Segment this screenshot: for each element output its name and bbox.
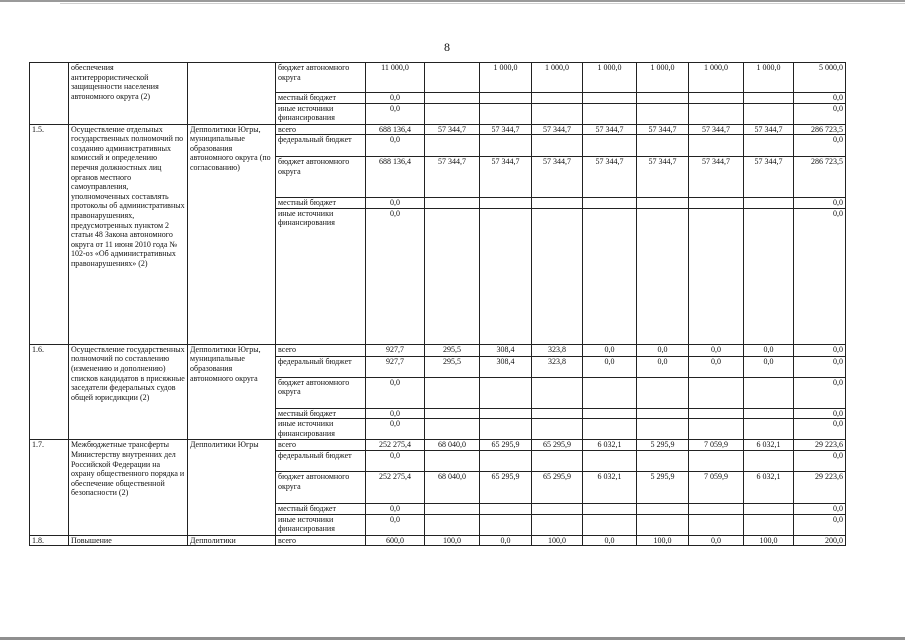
amount-cell <box>689 419 744 440</box>
amount-cell: 7 059,9 <box>689 471 744 503</box>
amount-cell <box>480 377 532 408</box>
amount-total-cell: 0,0 <box>794 514 846 535</box>
amount-cell: 0,0 <box>366 408 425 419</box>
amount-cell: 100,0 <box>744 535 794 546</box>
amount-cell: 5 295,9 <box>637 471 689 503</box>
amount-total-cell: 0,0 <box>794 344 846 356</box>
amount-cell <box>532 103 583 124</box>
amount-cell <box>744 514 794 535</box>
amount-cell <box>744 503 794 514</box>
table-row <box>30 344 846 356</box>
amount-cell <box>637 208 689 344</box>
table-row <box>30 535 846 546</box>
amount-cell: 57 344,7 <box>480 124 532 135</box>
budget-table <box>29 62 846 546</box>
amount-cell: 0,0 <box>583 356 637 377</box>
amount-cell: 0,0 <box>637 344 689 356</box>
amount-total-cell: 286 723,5 <box>794 157 846 198</box>
amount-cell <box>480 408 532 419</box>
amount-cell <box>425 208 480 344</box>
item-title: Межбюджетные трансферты Министерству внутренних дел Российской Федерации на охрану общественного порядка и обеспечение общественной безопасности (2) <box>69 440 188 535</box>
funding-source: иные источники финансирования <box>276 103 366 124</box>
amount-cell: 1 000,0 <box>532 63 583 93</box>
item-title: обеспечения антитеррористической защищенности населения автономного округа (2) <box>69 63 188 125</box>
item-number: 1.5. <box>30 124 69 344</box>
amount-cell <box>689 198 744 209</box>
amount-cell: 57 344,7 <box>532 157 583 198</box>
amount-cell: 57 344,7 <box>480 157 532 198</box>
amount-cell: 6 032,1 <box>744 440 794 451</box>
amount-total-cell: 0,0 <box>794 450 846 471</box>
table-row <box>30 440 846 451</box>
amount-cell <box>532 93 583 104</box>
amount-cell <box>744 135 794 157</box>
amount-cell <box>583 450 637 471</box>
amount-cell <box>532 135 583 157</box>
amount-cell: 0,0 <box>744 356 794 377</box>
funding-source: местный бюджет <box>276 93 366 104</box>
amount-cell: 1 000,0 <box>744 63 794 93</box>
funding-source: местный бюджет <box>276 408 366 419</box>
amount-cell: 0,0 <box>366 450 425 471</box>
amount-cell <box>689 208 744 344</box>
item-executor: Депполитики Югры, муниципальные образования автономного округа <box>188 344 276 440</box>
amount-cell <box>425 377 480 408</box>
amount-cell <box>480 208 532 344</box>
amount-cell: 57 344,7 <box>583 124 637 135</box>
amount-cell <box>583 419 637 440</box>
amount-cell: 11 000,0 <box>366 63 425 93</box>
amount-cell: 100,0 <box>532 535 583 546</box>
scan-edge-top <box>0 0 905 2</box>
item-number: 1.6. <box>30 344 69 440</box>
funding-source: всего <box>276 535 366 546</box>
amount-cell: 0,0 <box>689 535 744 546</box>
amount-cell: 68 040,0 <box>425 440 480 451</box>
amount-cell: 323,8 <box>532 344 583 356</box>
amount-cell: 0,0 <box>366 377 425 408</box>
amount-cell: 6 032,1 <box>744 471 794 503</box>
funding-source: бюджет автономного округа <box>276 471 366 503</box>
amount-cell <box>583 93 637 104</box>
amount-cell: 65 295,9 <box>480 440 532 451</box>
item-number <box>30 63 69 125</box>
item-number: 1.7. <box>30 440 69 535</box>
amount-cell: 65 295,9 <box>480 471 532 503</box>
amount-cell <box>425 450 480 471</box>
amount-cell: 0,0 <box>366 93 425 104</box>
item-executor: Депполитики <box>188 535 276 546</box>
amount-cell <box>532 503 583 514</box>
amount-cell: 57 344,7 <box>637 124 689 135</box>
amount-cell: 927,7 <box>366 344 425 356</box>
amount-cell: 1 000,0 <box>637 63 689 93</box>
amount-cell <box>583 103 637 124</box>
amount-total-cell: 29 223,6 <box>794 471 846 503</box>
amount-cell <box>689 503 744 514</box>
amount-cell: 100,0 <box>637 535 689 546</box>
amount-cell: 57 344,7 <box>744 124 794 135</box>
amount-cell: 0,0 <box>480 535 532 546</box>
amount-cell <box>480 93 532 104</box>
amount-cell: 0,0 <box>366 103 425 124</box>
amount-cell <box>744 198 794 209</box>
funding-source: бюджет автономного округа <box>276 377 366 408</box>
amount-cell <box>637 450 689 471</box>
amount-cell: 65 295,9 <box>532 440 583 451</box>
item-number: 1.8. <box>30 535 69 546</box>
funding-source: иные источники финансирования <box>276 419 366 440</box>
funding-source: всего <box>276 124 366 135</box>
item-executor <box>188 63 276 125</box>
item-executor: Депполитики Югры <box>188 440 276 535</box>
amount-cell <box>480 419 532 440</box>
amount-cell <box>532 450 583 471</box>
amount-cell: 308,4 <box>480 344 532 356</box>
amount-cell: 0,0 <box>689 356 744 377</box>
amount-cell <box>480 514 532 535</box>
amount-cell <box>425 93 480 104</box>
amount-cell <box>689 514 744 535</box>
amount-cell <box>425 514 480 535</box>
amount-cell: 0,0 <box>366 419 425 440</box>
amount-cell: 57 344,7 <box>532 124 583 135</box>
amount-cell: 0,0 <box>744 344 794 356</box>
amount-cell: 295,5 <box>425 344 480 356</box>
amount-cell <box>480 450 532 471</box>
amount-cell: 0,0 <box>583 535 637 546</box>
amount-cell <box>689 377 744 408</box>
page-number: 8 <box>444 40 450 54</box>
amount-cell <box>689 103 744 124</box>
funding-source: местный бюджет <box>276 503 366 514</box>
amount-cell: 7 059,9 <box>689 440 744 451</box>
amount-total-cell: 0,0 <box>794 198 846 209</box>
amount-cell: 6 032,1 <box>583 471 637 503</box>
amount-cell: 5 295,9 <box>637 440 689 451</box>
amount-cell <box>425 408 480 419</box>
funding-source: федеральный бюджет <box>276 356 366 377</box>
funding-source: бюджет автономного округа <box>276 157 366 198</box>
funding-source: местный бюджет <box>276 198 366 209</box>
amount-cell: 57 344,7 <box>689 157 744 198</box>
amount-cell <box>532 198 583 209</box>
amount-cell <box>480 198 532 209</box>
amount-cell: 0,0 <box>689 344 744 356</box>
table-row <box>30 124 846 135</box>
amount-cell <box>480 503 532 514</box>
amount-total-cell: 0,0 <box>794 208 846 344</box>
amount-cell: 1 000,0 <box>689 63 744 93</box>
amount-cell: 252 275,4 <box>366 471 425 503</box>
amount-cell <box>689 450 744 471</box>
amount-cell: 308,4 <box>480 356 532 377</box>
amount-cell: 0,0 <box>583 344 637 356</box>
funding-source: всего <box>276 344 366 356</box>
amount-total-cell: 0,0 <box>794 419 846 440</box>
item-title: Осуществление отдельных государственных полномочий по созданию административных комиссий и определению перечня должностных лиц органов местного самоуправления, уполномоченных составлять протоколы об административных правонарушениях, предусмотренных пунктом 2 статьи 48 Закона автономного округа от 11 июня 2010 года № 102-оз «Об административных правонарушениях» (2) <box>69 124 188 344</box>
amount-cell: 1 000,0 <box>583 63 637 93</box>
amount-total-cell: 0,0 <box>794 356 846 377</box>
amount-cell: 0,0 <box>366 208 425 344</box>
amount-cell <box>583 135 637 157</box>
amount-cell <box>744 208 794 344</box>
amount-cell <box>637 377 689 408</box>
funding-source: иные источники финансирования <box>276 514 366 535</box>
item-title: Осуществление государственных полномочий по составлению (изменению и дополнению) списков кандидатов в присяжные заседатели федеральных судов общей юрисдикции (2) <box>69 344 188 440</box>
amount-cell: 57 344,7 <box>637 157 689 198</box>
item-title: Повышение <box>69 535 188 546</box>
amount-cell <box>583 503 637 514</box>
amount-total-cell: 0,0 <box>794 93 846 104</box>
amount-cell: 100,0 <box>425 535 480 546</box>
amount-cell <box>532 208 583 344</box>
amount-cell <box>744 450 794 471</box>
amount-cell <box>583 198 637 209</box>
amount-cell: 0,0 <box>366 198 425 209</box>
amount-cell <box>744 377 794 408</box>
funding-source: федеральный бюджет <box>276 450 366 471</box>
amount-cell <box>532 408 583 419</box>
amount-cell: 57 344,7 <box>425 157 480 198</box>
table-row <box>30 63 846 93</box>
amount-cell <box>744 103 794 124</box>
amount-cell: 1 000,0 <box>480 63 532 93</box>
amount-cell <box>425 198 480 209</box>
amount-cell: 68 040,0 <box>425 471 480 503</box>
amount-total-cell: 0,0 <box>794 377 846 408</box>
amount-cell <box>637 93 689 104</box>
amount-cell <box>425 63 480 93</box>
amount-cell <box>532 514 583 535</box>
amount-cell <box>532 419 583 440</box>
amount-cell <box>637 135 689 157</box>
funding-source: бюджет автономного округа <box>276 63 366 93</box>
funding-source: всего <box>276 440 366 451</box>
amount-cell <box>637 103 689 124</box>
amount-cell <box>744 93 794 104</box>
scan-edge-top-secondary <box>60 3 905 4</box>
amount-total-cell: 286 723,5 <box>794 124 846 135</box>
amount-cell: 0,0 <box>366 503 425 514</box>
amount-cell <box>425 503 480 514</box>
amount-cell <box>637 419 689 440</box>
amount-cell: 323,8 <box>532 356 583 377</box>
funding-source: иные источники финансирования <box>276 208 366 344</box>
amount-cell <box>480 103 532 124</box>
amount-cell: 600,0 <box>366 535 425 546</box>
amount-cell <box>744 419 794 440</box>
amount-cell <box>583 408 637 419</box>
amount-cell: 688 136,4 <box>366 124 425 135</box>
funding-source: федеральный бюджет <box>276 135 366 157</box>
amount-total-cell: 0,0 <box>794 103 846 124</box>
amount-cell: 65 295,9 <box>532 471 583 503</box>
amount-total-cell: 0,0 <box>794 408 846 419</box>
amount-cell <box>637 408 689 419</box>
amount-cell <box>689 93 744 104</box>
amount-total-cell: 0,0 <box>794 503 846 514</box>
amount-cell <box>689 408 744 419</box>
amount-cell: 927,7 <box>366 356 425 377</box>
amount-cell: 57 344,7 <box>583 157 637 198</box>
amount-cell: 0,0 <box>637 356 689 377</box>
amount-total-cell: 29 223,6 <box>794 440 846 451</box>
amount-cell <box>425 419 480 440</box>
amount-total-cell: 0,0 <box>794 135 846 157</box>
amount-cell <box>480 135 532 157</box>
amount-cell <box>583 377 637 408</box>
amount-cell <box>532 377 583 408</box>
amount-cell: 57 344,7 <box>689 124 744 135</box>
amount-cell: 57 344,7 <box>425 124 480 135</box>
amount-total-cell: 5 000,0 <box>794 63 846 93</box>
amount-cell: 0,0 <box>366 514 425 535</box>
amount-cell: 0,0 <box>366 135 425 157</box>
amount-cell: 688 136,4 <box>366 157 425 198</box>
amount-total-cell: 200,0 <box>794 535 846 546</box>
amount-cell <box>425 135 480 157</box>
amount-cell <box>583 514 637 535</box>
amount-cell <box>689 135 744 157</box>
item-executor: Депполитики Югры, муниципальные образования автономного округа (по согласованию) <box>188 124 276 344</box>
amount-cell <box>583 208 637 344</box>
amount-cell <box>637 503 689 514</box>
amount-cell <box>637 198 689 209</box>
amount-cell <box>425 103 480 124</box>
amount-cell: 6 032,1 <box>583 440 637 451</box>
amount-cell: 57 344,7 <box>744 157 794 198</box>
amount-cell <box>637 514 689 535</box>
amount-cell <box>744 408 794 419</box>
amount-cell: 252 275,4 <box>366 440 425 451</box>
amount-cell: 295,5 <box>425 356 480 377</box>
